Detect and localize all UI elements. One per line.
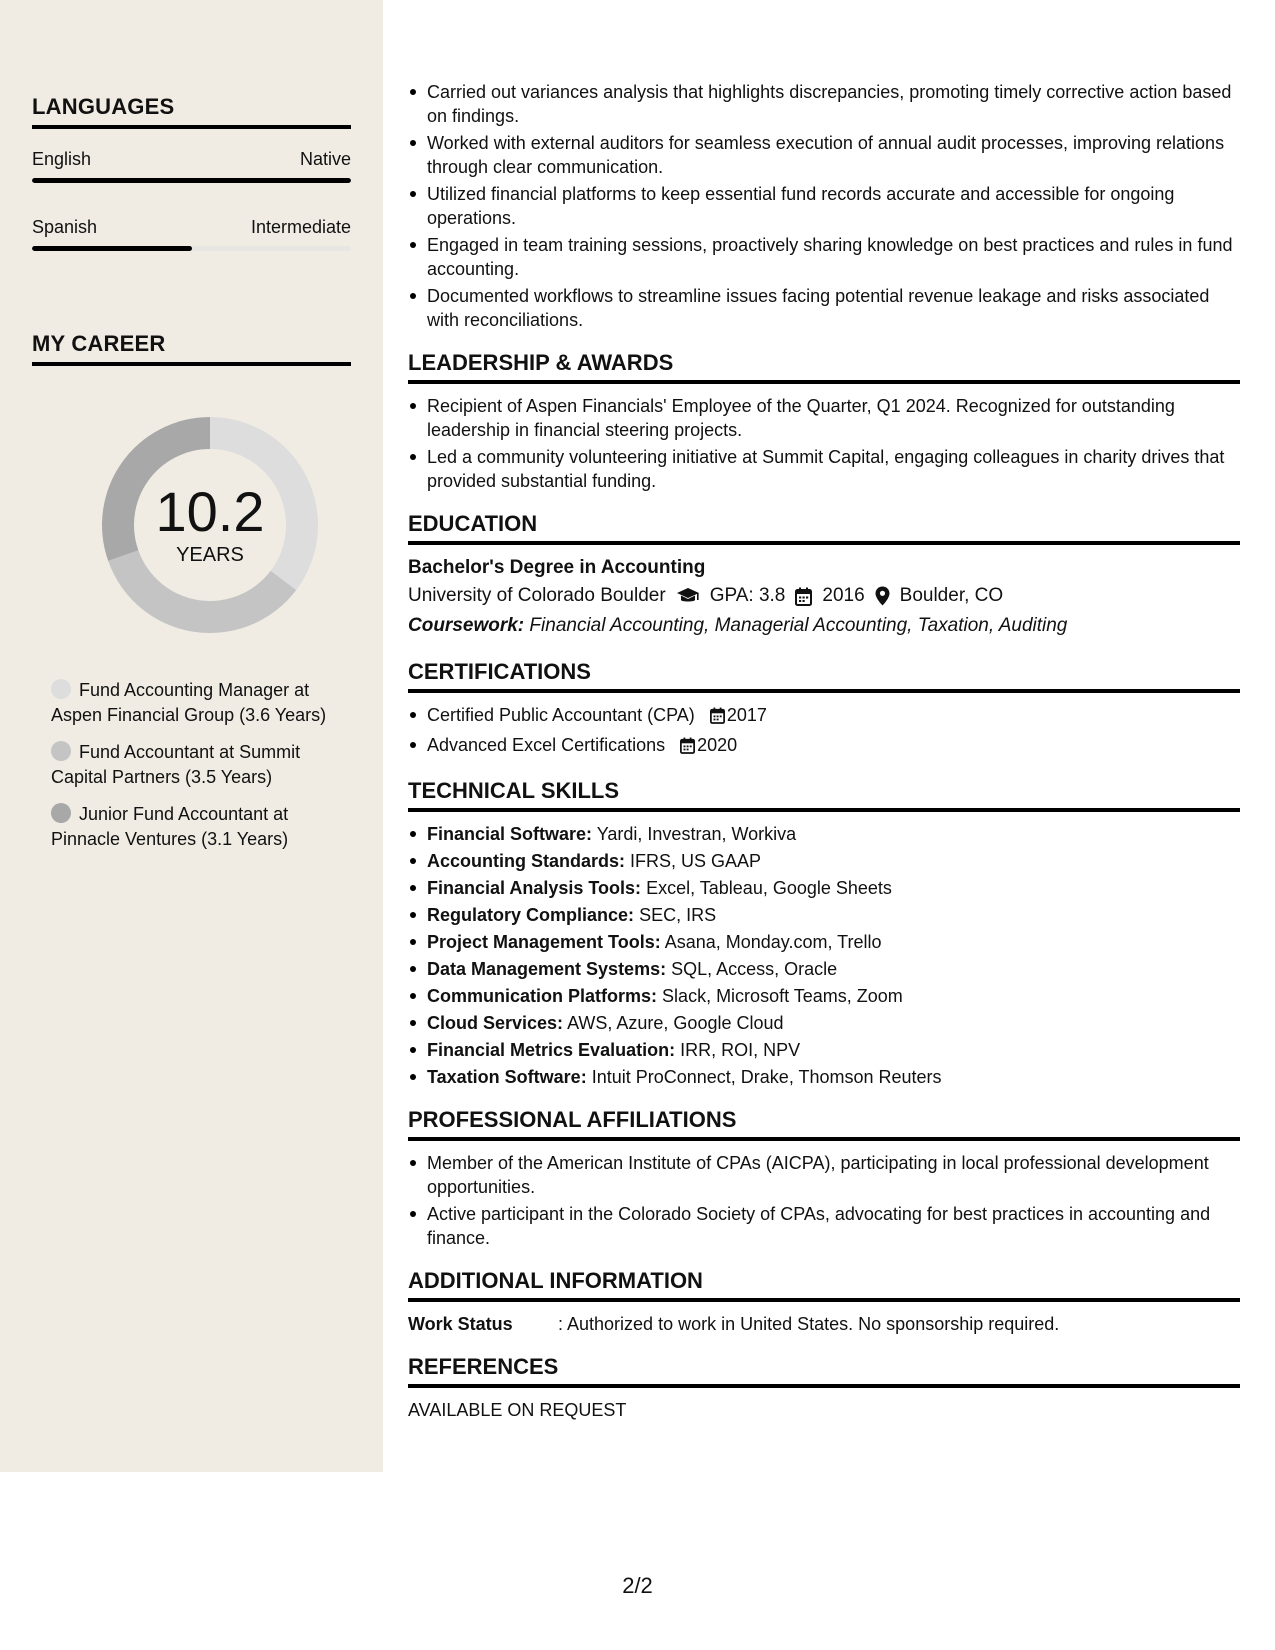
language-name: Spanish <box>32 217 98 237</box>
skill-label: Financial Metrics Evaluation: <box>427 1040 676 1060</box>
calendar-icon <box>710 706 725 730</box>
career-item-text: Fund Accountant at Summit Capital Partners (3.5 Years) <box>51 742 301 787</box>
skill-label: Data Management Systems: <box>427 959 667 979</box>
language-item <box>32 217 351 251</box>
leadership-heading: LEADERSHIP & AWARDS <box>408 350 1240 384</box>
language-item <box>32 149 351 183</box>
skill-value: Slack, Microsoft Teams, Zoom <box>662 986 903 1006</box>
coursework-value: Financial Accounting, Managerial Accounting, Taxation, Auditing <box>529 615 1068 636</box>
skill-item <box>408 849 1240 873</box>
calendar-icon <box>680 736 695 760</box>
skill-value: IRR, ROI, NPV <box>680 1040 801 1060</box>
skill-item <box>408 1038 1240 1062</box>
work-status-value: : Authorized to work in United States. No sponsorship required. <box>558 1314 1060 1334</box>
education-school: University of Colorado Boulder <box>408 585 666 606</box>
career-donut-chart <box>95 410 325 640</box>
career-item <box>51 740 332 790</box>
career-item <box>51 678 332 728</box>
education-degree: Bachelor's Degree in Accounting <box>408 557 706 578</box>
career-item <box>51 802 332 852</box>
career-item-text: Fund Accounting Manager at Aspen Financial Group (3.6 Years) <box>51 680 327 725</box>
skill-value: SQL, Access, Oracle <box>671 959 838 979</box>
experience-bullet: Worked with external auditors for seamless execution of annual audit processes, improving relations through clear communication. <box>408 131 1240 179</box>
technical-skills-list <box>408 822 1240 1089</box>
leadership-item: Recipient of Aspen Financials' Employee of the Quarter, Q1 2024. Recognized for outstanding leadership in financial steering projects. <box>408 394 1240 442</box>
education-heading: EDUCATION <box>408 511 1240 545</box>
technical-skills-heading: TECHNICAL SKILLS <box>408 778 1240 812</box>
references-text: AVAILABLE ON REQUEST <box>408 1400 627 1420</box>
career-item-text: Junior Fund Accountant at Pinnacle Ventures (3.1 Years) <box>51 804 289 849</box>
skill-label: Communication Platforms: <box>427 986 658 1006</box>
skill-label: Taxation Software: <box>427 1067 587 1087</box>
certifications-list <box>408 703 1240 760</box>
education-coursework <box>408 611 1240 641</box>
languages-heading: LANGUAGES <box>32 94 351 129</box>
skill-label: Financial Software: <box>427 824 593 844</box>
certification-name: Certified Public Accountant (CPA) <box>427 705 695 725</box>
skill-label: Accounting Standards: <box>427 851 626 871</box>
experience-bullets <box>408 80 1240 332</box>
career-legend-dot <box>51 803 71 823</box>
affiliations-list <box>408 1151 1240 1250</box>
education-year: 2016 <box>822 585 865 606</box>
skill-value: SEC, IRS <box>639 905 717 925</box>
skill-item <box>408 930 1240 954</box>
skill-item <box>408 1065 1240 1089</box>
certifications-heading: CERTIFICATIONS <box>408 659 1240 693</box>
skill-label: Project Management Tools: <box>427 932 661 952</box>
calendar-icon <box>795 587 812 606</box>
language-name: English <box>32 149 92 169</box>
certification-item <box>408 703 1240 730</box>
experience-bullet: Documented workflows to streamline issues facing potential revenue leakage and risks associated with reconciliations. <box>408 284 1240 332</box>
work-status-row <box>408 1312 1240 1336</box>
location-pin-icon <box>875 586 890 606</box>
language-level: Intermediate <box>250 217 351 237</box>
language-proficiency-fill <box>32 246 192 251</box>
main-content <box>408 80 1240 1422</box>
affiliations-heading: PROFESSIONAL AFFILIATIONS <box>408 1107 1240 1141</box>
skill-label: Financial Analysis Tools: <box>427 878 642 898</box>
leadership-item: Led a community volunteering initiative at Summit Capital, engaging colleagues in charity drives that provided substantial funding. <box>408 445 1240 493</box>
references-heading: REFERENCES <box>408 1354 1240 1388</box>
career-legend-dot <box>51 741 71 761</box>
skill-value: Excel, Tableau, Google Sheets <box>646 878 892 898</box>
certification-year: 2017 <box>726 705 767 725</box>
graduation-cap-icon <box>676 587 700 605</box>
additional-info-heading: ADDITIONAL INFORMATION <box>408 1268 1240 1302</box>
affiliation-item: Member of the American Institute of CPAs (AICPA), participating in local professional development opportunities. <box>408 1151 1240 1199</box>
skill-item <box>408 1011 1240 1035</box>
career-total-years: 10.2 <box>155 479 265 543</box>
skill-item <box>408 876 1240 900</box>
skill-value: Yardi, Investran, Workiva <box>596 824 797 844</box>
education-gpa: GPA: 3.8 <box>709 585 786 606</box>
skill-label: Regulatory Compliance: <box>427 905 635 925</box>
experience-bullet: Utilized financial platforms to keep essential fund records accurate and accessible for ongoing operations. <box>408 182 1240 230</box>
coursework-label: Coursework: <box>408 615 525 636</box>
page-number: 2/2 <box>622 1573 653 1598</box>
certification-year: 2020 <box>697 735 738 755</box>
experience-bullet: Engaged in team training sessions, proactively sharing knowledge on best practices and rules in fund accounting. <box>408 233 1240 281</box>
skill-item <box>408 984 1240 1008</box>
language-proficiency-bar <box>32 246 351 251</box>
sidebar <box>0 0 383 1472</box>
career-list <box>32 678 332 852</box>
certification-name: Advanced Excel Certifications <box>427 735 666 755</box>
skill-value: Asana, Monday.com, Trello <box>664 932 882 952</box>
career-years-unit: YEARS <box>176 543 244 566</box>
career-heading: MY CAREER <box>32 331 351 366</box>
education-location: Boulder, CO <box>899 585 1004 606</box>
experience-bullet: Carried out variances analysis that highlights discrepancies, promoting timely corrective action based on findings. <box>408 80 1240 128</box>
skill-item <box>408 957 1240 981</box>
language-level: Native <box>299 149 351 169</box>
skill-item <box>408 822 1240 846</box>
skill-value: Intuit ProConnect, Drake, Thomson Reuters <box>591 1067 942 1087</box>
skill-label: Cloud Services: <box>427 1013 564 1033</box>
education-details <box>408 581 1240 611</box>
work-status-label: Work Status <box>408 1314 513 1334</box>
leadership-list <box>408 394 1240 493</box>
affiliation-item: Active participant in the Colorado Society of CPAs, advocating for best practices in accounting and finance. <box>408 1202 1240 1250</box>
skill-value: AWS, Azure, Google Cloud <box>567 1013 784 1033</box>
skill-item <box>408 903 1240 927</box>
skill-value: IFRS, US GAAP <box>630 851 762 871</box>
career-legend-dot <box>51 679 71 699</box>
certification-item <box>408 733 1240 760</box>
